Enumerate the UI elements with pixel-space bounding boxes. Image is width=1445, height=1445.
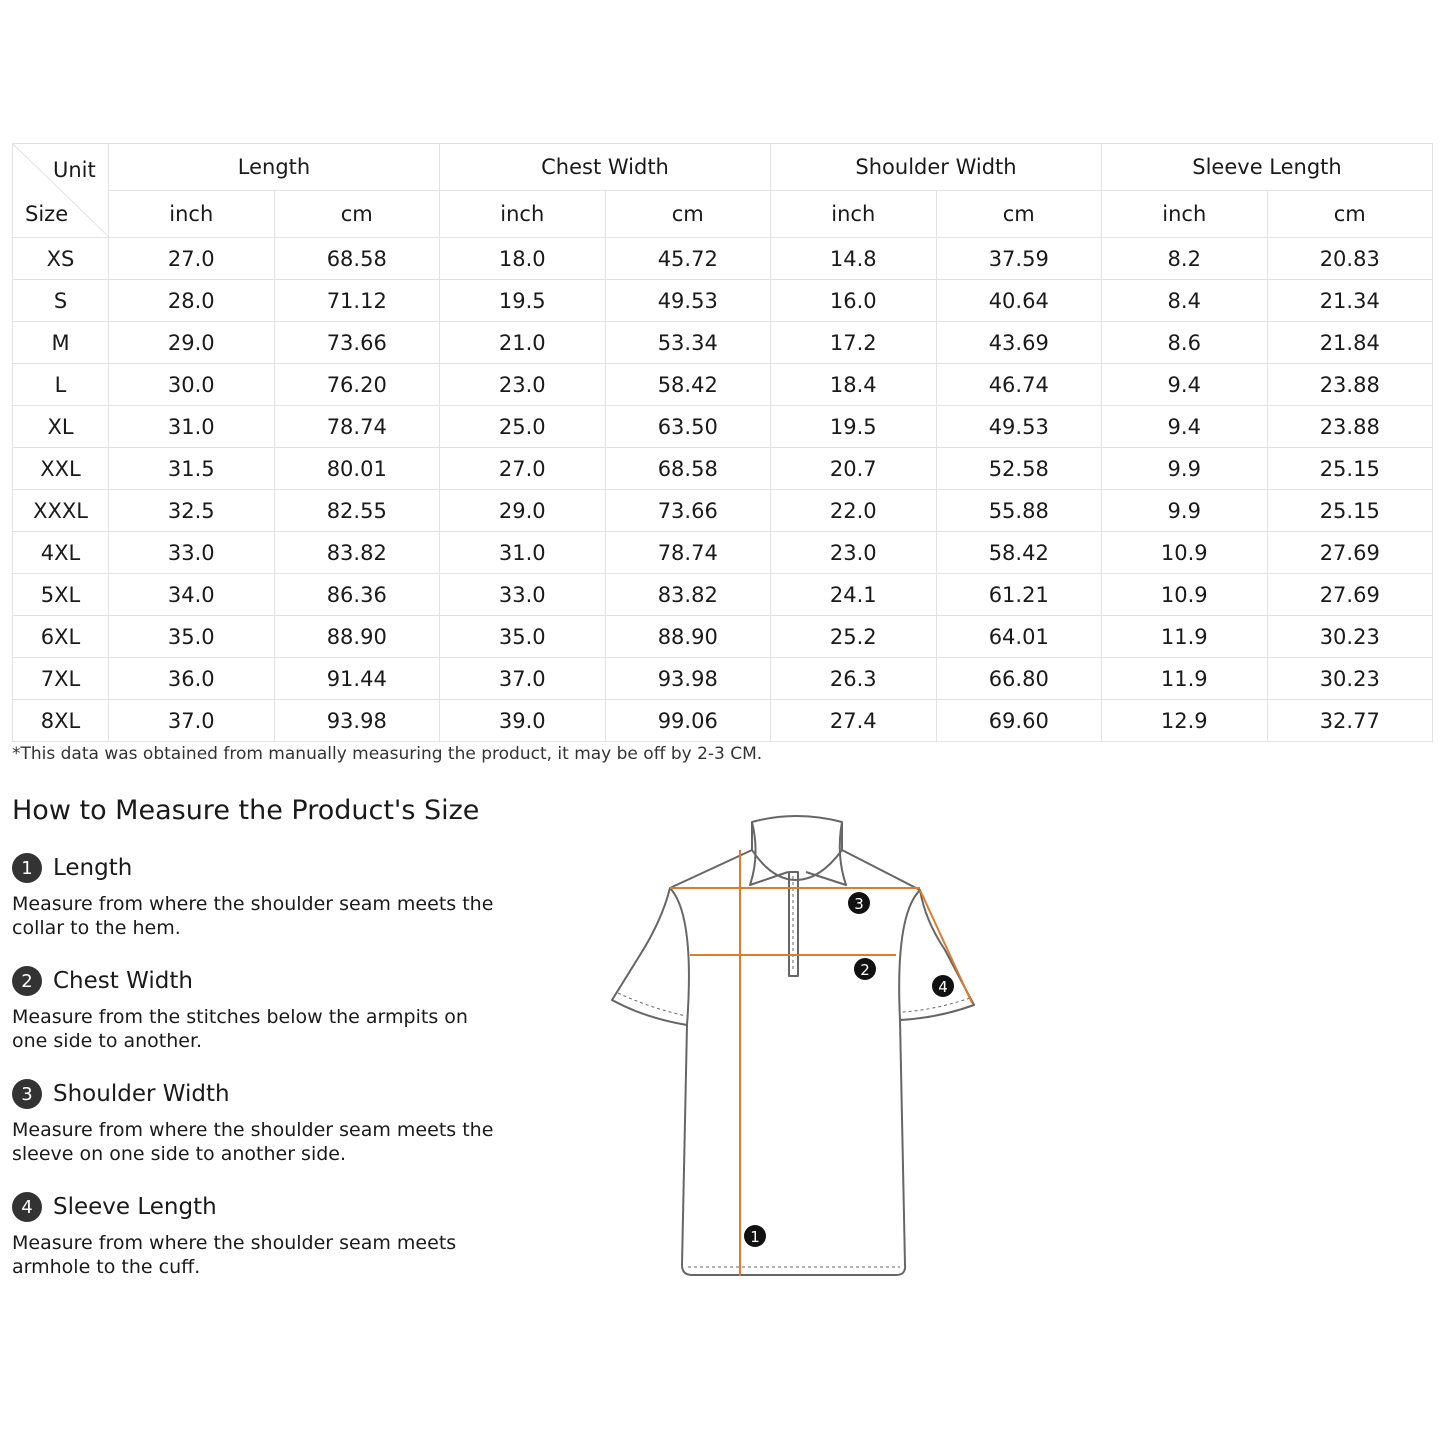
measurement-cell: 20.7: [771, 448, 937, 490]
measurement-cell: 58.42: [605, 364, 771, 406]
measurement-cell: 73.66: [605, 490, 771, 532]
size-cell: 8XL: [13, 700, 109, 742]
table-row: [13, 616, 1433, 658]
unit-header-cell: cm: [605, 191, 771, 238]
marker-4: [932, 975, 954, 997]
measurement-cell: 93.98: [605, 658, 771, 700]
measurement-cell: 49.53: [936, 406, 1102, 448]
step-description: Measure from where the shoulder seam meets the collar to the hem.: [12, 893, 494, 939]
step-description: Measure from the stitches below the armpits on one side to another.: [12, 1006, 468, 1052]
unit-header-cell: cm: [936, 191, 1102, 238]
step-number-badge: 4: [12, 1192, 42, 1222]
measurement-cell: 23.0: [771, 532, 937, 574]
size-cell: S: [13, 280, 109, 322]
table-row: [13, 406, 1433, 448]
measurement-cell: 11.9: [1102, 616, 1268, 658]
measurement-cell: 73.66: [274, 322, 440, 364]
measurement-cell: 68.58: [605, 448, 771, 490]
step-number-badge: 2: [12, 966, 42, 996]
step-length: [12, 852, 512, 940]
measurement-cell: 88.90: [605, 616, 771, 658]
measurement-cell: 32.5: [109, 490, 275, 532]
measurement-footnote: *This data was obtained from manually measuring the product, it may be off by 2-3 CM.: [12, 744, 763, 764]
size-cell: XXL: [13, 448, 109, 490]
header-row-units: [13, 191, 1433, 238]
measurement-cell: 25.15: [1267, 490, 1433, 532]
step-description: Measure from where the shoulder seam meets the sleeve on one side to another side.: [12, 1119, 494, 1165]
measurement-cell: 8.6: [1102, 322, 1268, 364]
measurement-cell: 21.0: [440, 322, 606, 364]
measurement-cell: 21.34: [1267, 280, 1433, 322]
measurement-cell: 45.72: [605, 238, 771, 280]
size-cell: 4XL: [13, 532, 109, 574]
stitch-lines: [618, 876, 970, 1267]
measurement-cell: 52.58: [936, 448, 1102, 490]
measurement-cell: 40.64: [936, 280, 1102, 322]
group-shoulder-width: Shoulder Width: [771, 144, 1102, 191]
measurement-cell: 19.5: [440, 280, 606, 322]
group-length: Length: [109, 144, 440, 191]
measurement-cell: 19.5: [771, 406, 937, 448]
measurement-cell: 27.0: [109, 238, 275, 280]
unit-header-cell: cm: [1267, 191, 1433, 238]
table-row: [13, 658, 1433, 700]
measurement-cell: 20.83: [1267, 238, 1433, 280]
measurement-cell: 99.06: [605, 700, 771, 742]
measure-section-title: How to Measure the Product's Size: [12, 795, 480, 826]
measurement-cell: 29.0: [109, 322, 275, 364]
measurement-cell: 9.4: [1102, 406, 1268, 448]
measurement-cell: 30.23: [1267, 658, 1433, 700]
svg-text:2: 2: [860, 961, 870, 979]
measurement-cell: 49.53: [605, 280, 771, 322]
polo-shirt-icon: [600, 810, 990, 1290]
measurement-cell: 27.69: [1267, 574, 1433, 616]
size-cell: L: [13, 364, 109, 406]
measurement-cell: 14.8: [771, 238, 937, 280]
measurement-cell: 27.69: [1267, 532, 1433, 574]
corner-cell: [13, 144, 109, 238]
corner-size-label: Size: [25, 202, 69, 226]
measurement-cell: 30.0: [109, 364, 275, 406]
measurement-cell: 80.01: [274, 448, 440, 490]
measurement-cell: 61.21: [936, 574, 1102, 616]
corner-unit-label: Unit: [53, 158, 96, 182]
measurement-cell: 37.0: [109, 700, 275, 742]
measurement-cell: 43.69: [936, 322, 1102, 364]
size-cell: 6XL: [13, 616, 109, 658]
measurement-cell: 23.0: [440, 364, 606, 406]
measurement-cell: 86.36: [274, 574, 440, 616]
measurement-cell: 9.9: [1102, 448, 1268, 490]
table-row: [13, 448, 1433, 490]
measurement-cell: 37.59: [936, 238, 1102, 280]
measurement-cell: 53.34: [605, 322, 771, 364]
step-chest-width: [12, 965, 512, 1053]
step-title: Length: [53, 855, 133, 881]
size-cell: M: [13, 322, 109, 364]
measurement-cell: 23.88: [1267, 406, 1433, 448]
measurement-cell: 22.0: [771, 490, 937, 532]
unit-header-cell: cm: [274, 191, 440, 238]
table-row: [13, 238, 1433, 280]
unit-header-cell: inch: [1102, 191, 1268, 238]
measurement-cell: 36.0: [109, 658, 275, 700]
measurement-cell: 9.4: [1102, 364, 1268, 406]
size-cell: 7XL: [13, 658, 109, 700]
measurement-cell: 10.9: [1102, 532, 1268, 574]
measurement-cell: 71.12: [274, 280, 440, 322]
svg-text:1: 1: [750, 1228, 760, 1246]
step-title: Sleeve Length: [53, 1194, 217, 1220]
measurement-cell: 37.0: [440, 658, 606, 700]
table-row: [13, 364, 1433, 406]
size-cell: XS: [13, 238, 109, 280]
measurement-cell: 91.44: [274, 658, 440, 700]
step-description: Measure from where the shoulder seam meets armhole to the cuff.: [12, 1232, 457, 1278]
measurement-cell: 25.15: [1267, 448, 1433, 490]
measurement-cell: 33.0: [440, 574, 606, 616]
measurement-cell: 28.0: [109, 280, 275, 322]
header-row-groups: [13, 144, 1433, 191]
unit-header-cell: inch: [109, 191, 275, 238]
step-shoulder-width: [12, 1078, 512, 1166]
measurement-cell: 27.0: [440, 448, 606, 490]
measurement-cell: 10.9: [1102, 574, 1268, 616]
measurement-cell: 46.74: [936, 364, 1102, 406]
measurement-cell: 26.3: [771, 658, 937, 700]
marker-2: [854, 958, 876, 980]
table-row: [13, 700, 1433, 742]
measurement-cell: 23.88: [1267, 364, 1433, 406]
measurement-cell: 88.90: [274, 616, 440, 658]
step-number-badge: 1: [12, 853, 42, 883]
measurement-cell: 78.74: [605, 532, 771, 574]
group-chest-width: Chest Width: [440, 144, 771, 191]
measurement-cell: 39.0: [440, 700, 606, 742]
measurement-cell: 29.0: [440, 490, 606, 532]
table-row: [13, 532, 1433, 574]
measurement-cell: 55.88: [936, 490, 1102, 532]
group-sleeve-length: Sleeve Length: [1102, 144, 1433, 191]
measurement-cell: 16.0: [771, 280, 937, 322]
measurement-cell: 63.50: [605, 406, 771, 448]
measurement-cell: 12.9: [1102, 700, 1268, 742]
measurement-cell: 31.0: [440, 532, 606, 574]
table-row: [13, 490, 1433, 532]
measurement-cell: 83.82: [605, 574, 771, 616]
measurement-cell: 27.4: [771, 700, 937, 742]
measurement-cell: 18.0: [440, 238, 606, 280]
size-cell: XL: [13, 406, 109, 448]
measurement-cell: 24.1: [771, 574, 937, 616]
size-cell: XXXL: [13, 490, 109, 532]
table-row: [13, 574, 1433, 616]
measurement-cell: 64.01: [936, 616, 1102, 658]
measurement-cell: 34.0: [109, 574, 275, 616]
measurement-cell: 32.77: [1267, 700, 1433, 742]
measurement-cell: 21.84: [1267, 322, 1433, 364]
step-sleeve-length: [12, 1191, 512, 1279]
measurement-cell: 33.0: [109, 532, 275, 574]
table-row: [13, 280, 1433, 322]
step-title: Shoulder Width: [53, 1081, 230, 1107]
measurement-cell: 30.23: [1267, 616, 1433, 658]
measurement-cell: 66.80: [936, 658, 1102, 700]
marker-1: [744, 1225, 766, 1247]
measurement-cell: 8.2: [1102, 238, 1268, 280]
measurement-cell: 31.5: [109, 448, 275, 490]
measurement-cell: 35.0: [109, 616, 275, 658]
size-cell: 5XL: [13, 574, 109, 616]
measurement-cell: 25.0: [440, 406, 606, 448]
unit-header-cell: inch: [440, 191, 606, 238]
measurement-cell: 8.4: [1102, 280, 1268, 322]
measurement-cell: 17.2: [771, 322, 937, 364]
size-chart-table: [12, 143, 1433, 742]
measurement-cell: 25.2: [771, 616, 937, 658]
svg-text:4: 4: [938, 978, 948, 996]
measurement-cell: 93.98: [274, 700, 440, 742]
marker-3: [848, 892, 870, 914]
measurement-cell: 58.42: [936, 532, 1102, 574]
measurement-cell: 76.20: [274, 364, 440, 406]
step-title: Chest Width: [53, 968, 193, 994]
measurement-cell: 83.82: [274, 532, 440, 574]
measurement-cell: 18.4: [771, 364, 937, 406]
measurement-cell: 31.0: [109, 406, 275, 448]
measurement-cell: 35.0: [440, 616, 606, 658]
measurement-cell: 78.74: [274, 406, 440, 448]
measurement-cell: 82.55: [274, 490, 440, 532]
measurement-cell: 9.9: [1102, 490, 1268, 532]
unit-header-cell: inch: [771, 191, 937, 238]
svg-text:3: 3: [854, 895, 864, 913]
measurement-cell: 68.58: [274, 238, 440, 280]
measurement-cell: 11.9: [1102, 658, 1268, 700]
table-row: [13, 322, 1433, 364]
measurement-cell: 69.60: [936, 700, 1102, 742]
step-number-badge: 3: [12, 1079, 42, 1109]
